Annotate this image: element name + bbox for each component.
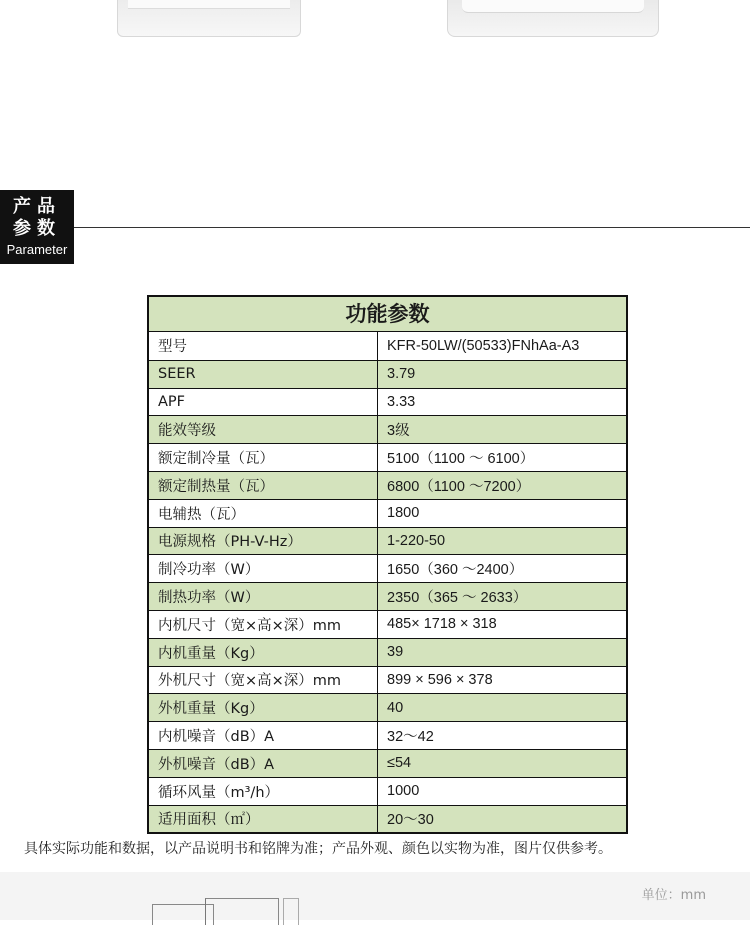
param-label: 型号	[149, 332, 378, 360]
table-row	[149, 332, 626, 360]
param-label: 电辅热（瓦）	[149, 500, 378, 527]
dimension-sketch-outline	[283, 898, 299, 925]
product-image-outdoor-base	[447, 0, 659, 37]
param-label: 制冷功率（W）	[149, 555, 378, 582]
table-body	[149, 332, 626, 832]
section-tag	[0, 190, 74, 264]
param-label: 外机尺寸（宽×高×深）mm	[149, 667, 378, 694]
table-row	[149, 805, 626, 833]
param-value: 3.33	[387, 393, 416, 410]
param-value: 1000	[387, 783, 420, 800]
param-value: KFR-50LW/(50533)FNhAa-A3	[387, 337, 580, 354]
product-image-indoor-base	[117, 0, 301, 37]
param-value: 3.79	[387, 366, 416, 383]
table-row	[149, 443, 626, 471]
param-value: 3级	[387, 423, 410, 440]
param-label: 循环风量（m³/h）	[149, 778, 378, 805]
dimension-section	[0, 872, 750, 920]
param-label: 能效等级	[149, 416, 378, 443]
param-label: 适用面积（㎡）	[149, 806, 378, 833]
table-row	[149, 582, 626, 610]
table-row	[149, 749, 626, 777]
param-value: 899 × 596 × 378	[387, 671, 493, 688]
param-label: 额定制热量（瓦）	[149, 472, 378, 499]
section-title-line2: 参数	[13, 218, 61, 239]
param-value: 1-220-50	[387, 532, 446, 549]
param-label: 制热功率（W）	[149, 583, 378, 610]
table-row	[149, 388, 626, 416]
param-value: 40	[387, 699, 404, 716]
param-value: ≤54	[387, 755, 412, 772]
unit-label: 单位：mm	[641, 888, 706, 903]
param-label: 内机噪音（dB）A	[149, 722, 378, 749]
param-value: 5100（1100 ～ 6100）	[387, 451, 535, 468]
param-value: 1650（360 ～2400）	[387, 562, 524, 579]
disclaimer-text: 具体实际功能和数据，以产品说明书和铭牌为准；产品外观、颜色以实物为准，图片仅供参考。	[24, 841, 612, 857]
table-row	[149, 610, 626, 638]
table-row	[149, 638, 626, 666]
table-row	[149, 471, 626, 499]
section-title-line1: 产品	[13, 196, 61, 217]
param-label: 内机重量（Kg）	[149, 639, 378, 666]
table-row	[149, 499, 626, 527]
param-label: 外机重量（Kg）	[149, 694, 378, 721]
section-title-en: Parameter	[6, 242, 68, 257]
param-label: 外机噪音（dB）A	[149, 750, 378, 777]
table-row	[149, 693, 626, 721]
param-value: 2350（365 ～ 2633）	[387, 590, 528, 607]
table-title: 功能参数	[149, 297, 626, 332]
param-label: 额定制冷量（瓦）	[149, 444, 378, 471]
param-value: 39	[387, 644, 404, 661]
param-value: 485× 1718 × 318	[387, 616, 497, 633]
param-value: 32～42	[387, 729, 434, 746]
param-label: APF	[149, 389, 378, 416]
param-label: 内机尺寸（宽×高×深）mm	[149, 611, 378, 638]
table-row	[149, 721, 626, 749]
table-row	[149, 666, 626, 694]
dimension-sketch-outline	[205, 898, 279, 925]
table-row	[149, 527, 626, 555]
table-row	[149, 415, 626, 443]
table-row	[149, 360, 626, 388]
table-row	[149, 554, 626, 582]
section-divider	[74, 227, 750, 228]
param-label: 电源规格（PH-V-Hz）	[149, 528, 378, 555]
table-row	[149, 777, 626, 805]
param-value: 6800（1100 ～7200）	[387, 478, 531, 495]
param-value: 20～30	[387, 812, 434, 829]
parameter-table	[147, 295, 628, 834]
param-label: SEER	[149, 361, 378, 388]
param-value: 1800	[387, 505, 420, 522]
